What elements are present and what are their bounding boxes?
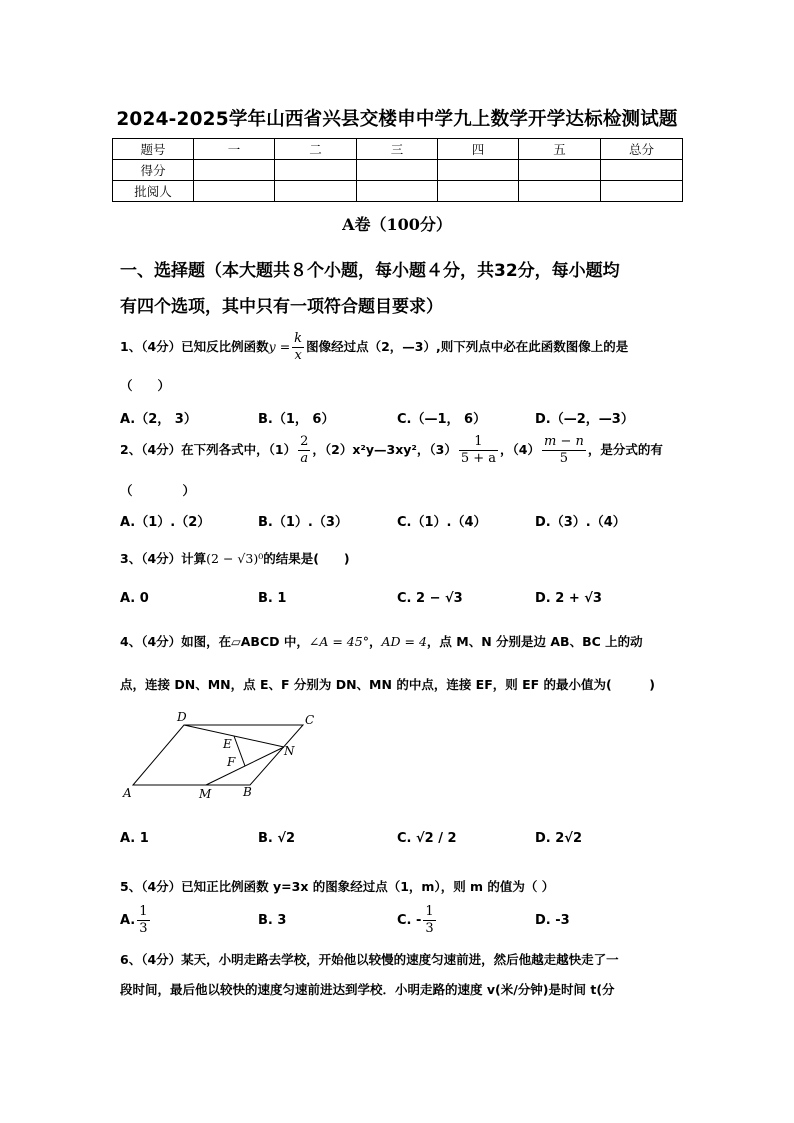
q5-option-d: D. -3 (535, 913, 570, 928)
q2-option-b: B.（1）.（3） (258, 515, 348, 530)
section-title-line2: 有四个选项，其中只有一项符合题目要求） (120, 297, 443, 317)
score-row-label: 得分 (113, 160, 194, 181)
score-row-label: 批阅人 (113, 181, 194, 202)
fraction: $\frac{1}{3}$ (425, 904, 434, 936)
question-4-line2: 点，连接 DN、MN，点 E、F 分别为 DN、MN 的中点，连接 EF，则 EF 的最小值为( ) (120, 677, 655, 692)
fraction: $\frac{1}{5 + a}$ (460, 434, 497, 466)
q3-option-c: C. 2 − √3 (397, 591, 463, 606)
score-header-cell: 总分 (601, 139, 683, 160)
score-header-cell: 一 (194, 139, 275, 160)
label-m: M (199, 787, 212, 801)
score-table-row (113, 181, 683, 202)
score-header-cell: 五 (519, 139, 601, 160)
q1-option-c: C.（—1， 6） (397, 412, 487, 427)
q3-option-a: A. 0 (120, 591, 149, 606)
label-e: E (223, 737, 232, 751)
question-2-blank: （ ） (120, 483, 196, 498)
q1-option-b: B.（1， 6） (258, 412, 335, 427)
q1-option-d: D.（—2，—3） (535, 412, 634, 427)
question-1-blank: （ ） (120, 378, 171, 393)
q2-option-d: D.（3）.（4） (535, 515, 626, 530)
q3-option-d: D. 2 + √3 (535, 591, 602, 606)
label-n: N (284, 744, 295, 758)
q2-option-a: A.（1）.（2） (120, 515, 211, 530)
q2-option-c: C.（1）.（4） (397, 515, 487, 530)
fraction: $\frac{k}{x}$ (294, 331, 303, 363)
question-5: 5、（4分）已知正比例函数 y=3x 的图象经过点（1，m），则 m 的值为（ ） (120, 879, 555, 894)
question-4-line1: 4、（4分）如图，在▱ABCD 中，∠A = 45°，AD = 4，点 M、N 分别是边 AB、BC 上的动 (120, 634, 643, 649)
section-title-line1: 一、选择题（本大题共８个小题，每小题４分，共32分，每小题均 (120, 261, 620, 281)
question-2: 2、（4分）在下列各式中，（1） $\frac{2}{a}$ ，（2）x²y—3xy²，（3） $\frac{1}{5 + a}$ ，（4） $\frac{m - n}{5}$ ，是分式的有 (120, 434, 663, 466)
label-d: D (177, 710, 187, 724)
label-a: A (123, 786, 132, 800)
label-f: F (227, 755, 236, 769)
q5-option-c: C. - $\frac{1}{3}$ (397, 904, 434, 936)
label-c: C (305, 713, 315, 727)
score-header-cell: 题号 (113, 139, 194, 160)
q4-option-c: C. √2 / 2 (397, 831, 457, 846)
question-6-line2: 段时间，最后他以较快的速度匀速前进达到学校．小明走路的速度 v(米/分钟)是时间 t(分 (120, 982, 615, 997)
question-3: 3、（4分）计算(2 − √3)⁰的结果是( ) (120, 551, 350, 566)
question-1: 1、（4分）已知反比例函数y = $\frac{k}{x}$ 图像经过点（2，—3）,则下列点中必在此函数图像上的是 (120, 331, 629, 363)
q4-option-a: A. 1 (120, 831, 149, 846)
q5-option-b: B. 3 (258, 913, 287, 928)
q4-option-b: B. √2 (258, 831, 296, 846)
score-header-cell: 四 (438, 139, 519, 160)
score-table-row (113, 160, 683, 181)
question-6-line1: 6、（4分）某天，小明走路去学校，开始他以较慢的速度匀速前进，然后他越走越快走了一 (120, 952, 619, 967)
label-b: B (243, 785, 252, 799)
q1-option-a: A.（2， 3） (120, 412, 197, 427)
q4-option-d: D. 2√2 (535, 831, 583, 846)
score-table-header-row (113, 139, 683, 160)
score-header-cell: 二 (275, 139, 357, 160)
score-header-cell: 三 (357, 139, 438, 160)
page-title: 2024-2025学年山西省兴县交楼申中学九上数学开学达标检测试题 (116, 109, 678, 130)
fraction: $\frac{1}{3}$ (139, 904, 148, 936)
parallelogram-figure (115, 705, 330, 805)
q3-option-b: B. 1 (258, 591, 287, 606)
q5-option-a: A. $\frac{1}{3}$ (120, 904, 148, 936)
section-a-heading: A卷（100分） (342, 215, 452, 234)
fraction: $\frac{m - n}{5}$ (543, 434, 584, 466)
score-table (112, 138, 683, 202)
fraction: $\frac{2}{a}$ (300, 434, 309, 466)
